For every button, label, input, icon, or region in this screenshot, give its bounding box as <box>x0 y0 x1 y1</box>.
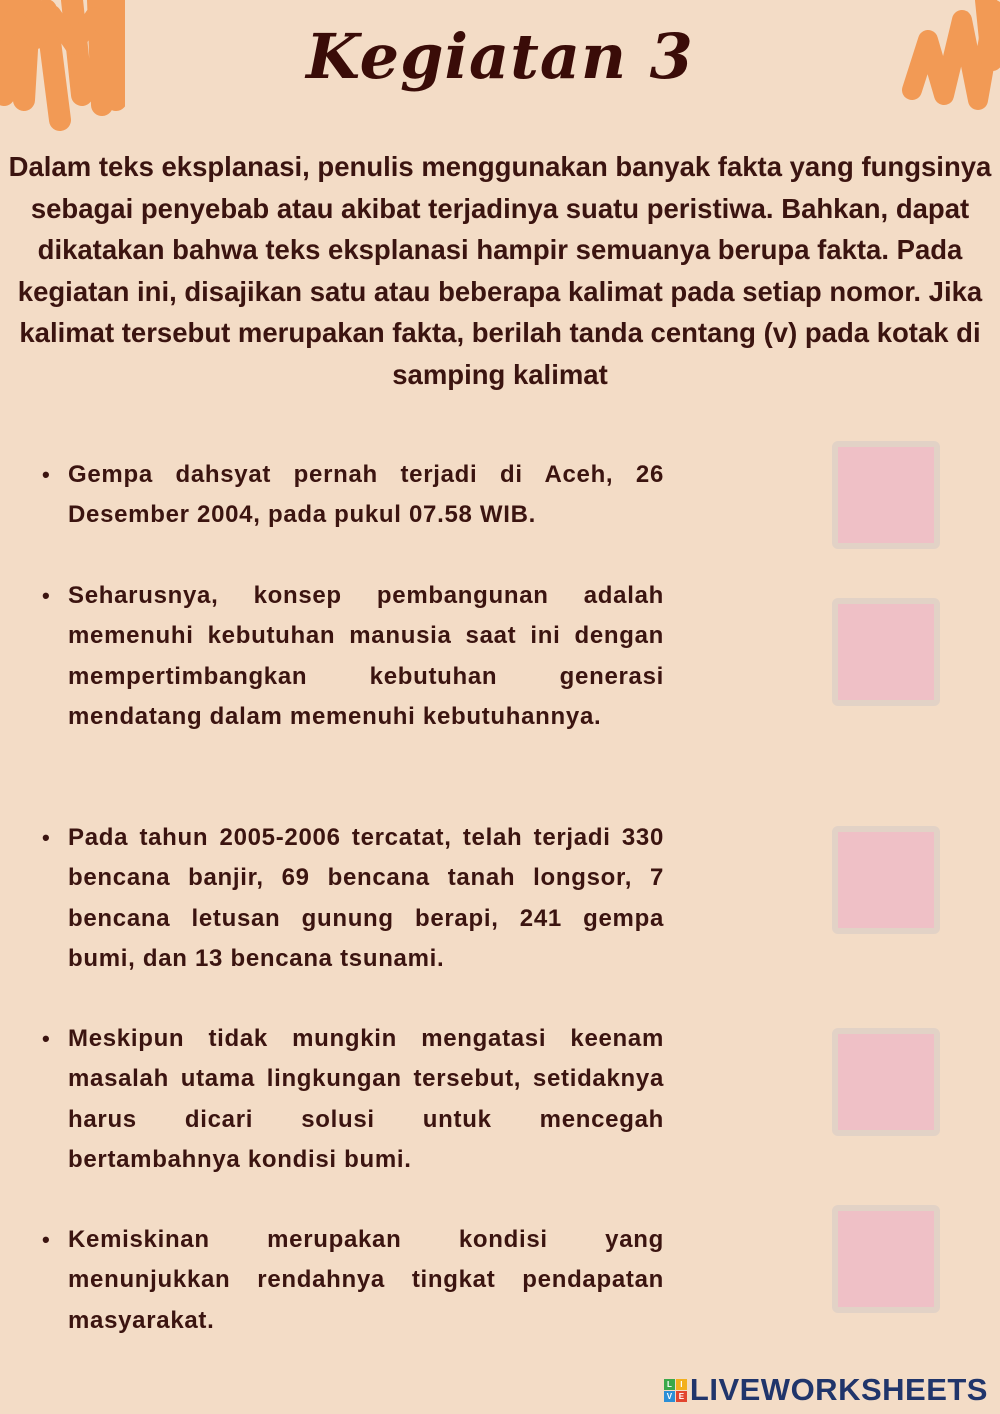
brand-name: LIVEWORKSHEETS <box>689 1372 988 1407</box>
liveworksheets-logo[interactable] <box>664 1372 988 1408</box>
answer-checkbox-4[interactable] <box>832 1028 940 1136</box>
statement-text: Meskipun tidak mungkin mengatasi keenam masalah utama lingkungan tersebut, setidaknya harus dicari solusi untuk mencegah bertambahnya kondisi bumi. <box>68 1025 664 1173</box>
answer-checkbox-2[interactable] <box>832 598 940 706</box>
bullet: • <box>42 462 50 487</box>
answer-checkbox-3[interactable] <box>832 826 940 934</box>
page-title: Kegiatan 3 <box>306 20 694 93</box>
answer-checkbox-1[interactable] <box>832 441 940 549</box>
statement-text: Gempa dahsyat pernah terjadi di Aceh, 26 Desember 2004, pada pukul 07.58 WIB. <box>68 461 664 529</box>
bullet: • <box>42 1227 50 1252</box>
statement-text: Kemiskinan merupakan kondisi yang menunjukkan rendahnya tingkat pendapatan masyarakat. <box>68 1226 664 1334</box>
bullet: • <box>42 1026 50 1051</box>
bullet: • <box>42 825 50 850</box>
logo-icon: L I V E <box>664 1379 687 1402</box>
list-item <box>42 818 664 979</box>
list-item <box>42 576 664 737</box>
list-item <box>42 455 664 536</box>
list-item <box>42 1220 664 1341</box>
list-item <box>42 1019 664 1180</box>
answer-checkbox-5[interactable] <box>832 1205 940 1313</box>
instructions-paragraph: Dalam teks eksplanasi, penulis menggunakan banyak fakta yang fungsinya sebagai penyebab atau akibat terjadinya suatu peristiwa. Bahkan, dapat dikatakan bahwa teks eksplanasi hampir semuanya berupa fakta. Pada kegiatan ini, disajikan satu atau beberapa kalimat pada setiap nomor. Jika kalimat tersebut merupakan fakta, berilah tanda centang (v) pada kotak di samping kalimat <box>8 151 992 390</box>
statement-text: Seharusnya, konsep pembangunan adalah memenuhi kebutuhan manusia saat ini dengan mempertimbangkan kebutuhan generasi mendatang dalam memenuhi kebutuhannya. <box>68 582 664 730</box>
bullet: • <box>42 583 50 608</box>
statement-text: Pada tahun 2005-2006 tercatat, telah terjadi 330 bencana banjir, 69 bencana tanah longsor, 7 bencana letusan gunung berapi, 241 gempa bumi, dan 13 bencana tsunami. <box>68 824 664 972</box>
